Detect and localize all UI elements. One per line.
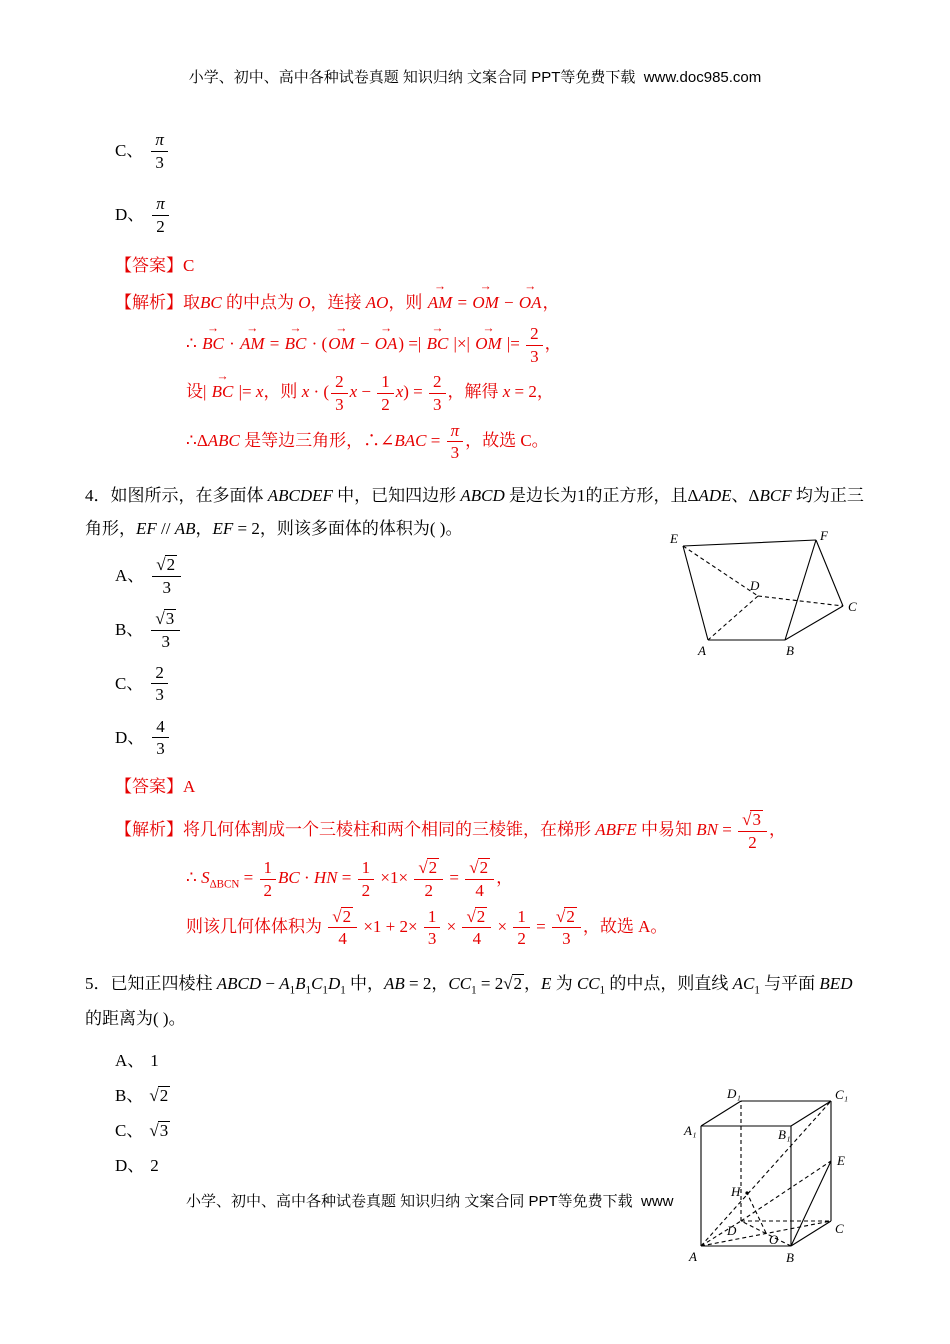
fraction-denominator: 2 — [263, 880, 272, 900]
radical-icon: √ — [418, 858, 428, 878]
radicand: 2 — [342, 906, 352, 926]
vector-arrow-icon: → — [433, 279, 447, 294]
math-vector — [518, 279, 542, 316]
math-variable: x — [349, 382, 358, 402]
option-value: 1 — [150, 1050, 159, 1070]
vector-arrow-icon: → — [216, 368, 229, 383]
vector-arrow-icon: → — [289, 320, 302, 335]
fraction-numerator: 1 — [377, 372, 394, 394]
question-text: 4．如图所示，在多面体 ABCDEF 中，已知四边形 ABCD 是边长为1的正方形，且ΔADE、ΔBCF 均为正三角形，EF // AB，EF = 2，则该多面体的体积为( )。 — [85, 485, 864, 538]
fraction-numerator — [152, 555, 181, 577]
math-variable: x — [502, 382, 511, 402]
radicand: 3 — [752, 810, 761, 830]
vector-arrow-icon: → — [206, 320, 220, 335]
math-variable: AB — [174, 518, 196, 538]
radical-icon: √ — [469, 858, 479, 878]
vector-arrow-icon: → — [482, 320, 495, 335]
option-value — [150, 717, 171, 759]
option-value — [149, 609, 182, 651]
vertex-label-d1: D₁ — [727, 1086, 741, 1101]
fraction-numerator: 1 — [424, 907, 441, 929]
q3-solution-line-4 — [0, 421, 950, 463]
q4-figure — [658, 528, 865, 658]
math-vector — [374, 320, 398, 357]
math-variable: AB — [384, 973, 405, 993]
radicand: 2 — [479, 858, 489, 878]
math-sqrt — [469, 858, 490, 878]
radicand: 2 — [566, 906, 575, 926]
header-text: 小学、初中、高中各种试卷真题 知识归纳 文案合同 PPT等免费下载 www.doc985.com — [188, 69, 762, 86]
option-label: C、 — [115, 141, 144, 161]
math-variable: OM — [475, 334, 502, 354]
math-variable: BN — [696, 820, 719, 840]
q5-figure-edges — [701, 1101, 831, 1246]
radicand: 3 — [159, 1120, 169, 1140]
radical-icon: √ — [555, 906, 566, 926]
math-fraction — [151, 130, 168, 172]
radical-icon: √ — [332, 906, 342, 926]
math-variable: OM — [472, 293, 499, 313]
math-fraction — [429, 372, 446, 414]
vector-arrow-icon: → — [479, 279, 492, 294]
answer-value: C — [183, 256, 195, 275]
fraction-denominator: 2 — [748, 832, 757, 852]
math-subscript: 1 — [289, 984, 296, 997]
math-sqrt — [556, 907, 577, 927]
math-variable: ADE — [698, 485, 732, 505]
fraction-numerator: 2 — [151, 663, 168, 685]
vector-arrow-icon: → — [335, 320, 348, 335]
vector-arrow-icon: → — [379, 320, 393, 335]
fraction-denominator: 3 — [155, 152, 164, 172]
math-vector — [202, 320, 224, 357]
fraction-numerator: 2 — [331, 372, 348, 394]
q5-stem — [0, 967, 950, 1035]
math-fraction — [152, 555, 181, 597]
math-variable: B — [295, 973, 306, 993]
q5-figure — [683, 1086, 878, 1271]
option-value — [149, 663, 170, 705]
math-variable: AM — [239, 334, 265, 354]
math-sqrt — [156, 555, 177, 575]
math-sqrt — [466, 907, 487, 927]
math-sqrt — [149, 1121, 170, 1141]
vertex-label-d: D — [750, 578, 760, 593]
radical-icon: √ — [149, 1085, 159, 1105]
math-variable: EF — [212, 518, 234, 538]
math-variable: HN — [313, 868, 338, 888]
math-fraction — [260, 858, 277, 900]
math-variable: D — [327, 973, 341, 993]
fraction-numerator — [462, 907, 491, 929]
option-value — [149, 1117, 170, 1144]
solid-edges — [683, 540, 843, 640]
math-variable: E — [541, 973, 552, 993]
fraction-denominator: 2 — [156, 216, 165, 236]
math-fraction — [462, 907, 491, 949]
math-sqrt — [418, 858, 439, 878]
math-variable: π — [155, 129, 164, 149]
option-label: D、 — [115, 728, 145, 748]
q4-solution-line-2 — [0, 858, 950, 900]
option-value — [149, 130, 170, 172]
math-variable: BC — [278, 868, 300, 888]
fraction-numerator — [151, 130, 168, 152]
math-variable: BC — [426, 334, 449, 354]
math-variable: ABCD — [216, 973, 262, 993]
math-fraction — [328, 907, 357, 949]
math-variable: C — [311, 973, 323, 993]
math-variable: BCF — [759, 485, 792, 505]
vertex-label-h: H — [731, 1184, 741, 1199]
radical-icon: √ — [503, 973, 513, 993]
answer-value: A — [183, 776, 196, 796]
solution-label: 【解析】 — [115, 293, 183, 313]
fraction-denominator: 3 — [156, 739, 165, 759]
radicand: 2 — [428, 858, 438, 878]
math-subscript: 1 — [322, 984, 328, 997]
dashed-edges — [701, 1101, 831, 1246]
radical-icon: √ — [466, 906, 476, 926]
option-value: 2 — [150, 1155, 159, 1175]
vertex-label-c: C — [848, 599, 857, 614]
vertex-label-f: F — [820, 528, 828, 543]
fraction-denominator: 3 — [562, 929, 571, 949]
q4-answer-line — [0, 773, 950, 800]
fraction-denominator: 4 — [338, 929, 347, 949]
math-vector — [239, 320, 265, 357]
fraction-denominator: 3 — [155, 685, 164, 705]
math-variable: x — [301, 382, 310, 402]
math-subscript: 1 — [599, 984, 606, 997]
vertex-label-e: E — [670, 531, 678, 546]
option-label: C、 — [115, 674, 144, 694]
solution-text: 则该几何体体积为 $\frac{√2}{4}$ ×1 + 2× $\frac{1}{3}$ × $\frac{√2}{4}$ × $\frac{1}{2}$ = $\frac{√2}{3}$ ，故选 A。 — [186, 906, 668, 949]
radicand: 3 — [165, 608, 175, 628]
option-label: A、 — [115, 1050, 145, 1070]
option-value — [150, 555, 183, 597]
option-label: C、 — [115, 1120, 144, 1140]
math-variable: x — [395, 382, 404, 402]
answer-label: 【答案】 — [115, 256, 183, 275]
fraction-denominator: 3 — [450, 443, 460, 463]
math-fraction — [447, 421, 464, 463]
radical-icon: √ — [155, 608, 165, 628]
math-variable: BC — [202, 334, 224, 354]
answer-label: 【答案】 — [115, 776, 183, 796]
fraction-numerator — [738, 810, 767, 832]
math-fraction — [465, 858, 494, 900]
math-vector — [427, 279, 453, 316]
math-vector — [211, 368, 234, 405]
math-fraction — [152, 717, 169, 759]
math-variable: ABFE — [595, 820, 637, 840]
math-variable: ABC — [207, 430, 240, 450]
fraction-denominator: 2 — [361, 880, 371, 900]
fraction-denominator: 2 — [424, 881, 433, 901]
q4-figure-labels — [669, 528, 857, 658]
fraction-numerator — [552, 907, 581, 929]
math-variable: BC — [200, 293, 222, 313]
fraction-denominator: 3 — [427, 929, 437, 949]
question-text: 5．已知正四棱柱 ABCD − $A_1B_1C_1D_1$ 中，AB = 2，$CC_1 = 2√2$ ，E 为 $CC_1$ 的中点，则直线 $AC_1$ 与平面 BED 的距离为( )。 — [85, 973, 853, 1028]
math-fraction — [358, 858, 375, 900]
math-variable: ABCDEF — [267, 485, 333, 505]
math-subscript: 1 — [305, 984, 312, 997]
math-fraction — [738, 810, 767, 852]
fraction-numerator — [152, 194, 169, 216]
math-sqrt — [503, 974, 524, 994]
vertex-label-b: B — [786, 1250, 794, 1265]
math-variable: ABCD — [460, 485, 505, 505]
fraction-numerator: 1 — [513, 907, 530, 929]
math-variable: EF — [136, 518, 157, 538]
math-variable: BC — [284, 334, 307, 354]
radicand: 2 — [159, 1085, 169, 1105]
math-sqrt — [149, 1086, 170, 1106]
q4-solution-intro — [0, 810, 950, 852]
vector-arrow-icon: → — [431, 320, 444, 335]
math-fraction — [152, 194, 169, 236]
fraction-numerator: 4 — [152, 717, 169, 739]
math-variable: OM — [328, 334, 355, 354]
fraction-denominator: 3 — [433, 395, 442, 415]
math-variable: OA — [518, 293, 542, 313]
option-label: B、 — [115, 620, 144, 640]
math-fraction — [552, 907, 581, 949]
math-variable: CC — [448, 973, 472, 993]
footer-text: 小学、初中、高中各种试卷真题 知识归纳 文案合同 PPT等免费下载 www — [186, 1193, 674, 1210]
radical-icon: √ — [742, 810, 752, 830]
solution-text: 将几何体割成一个三棱柱和两个相同的三棱锥，在梯形 ABFE 中易知 BN = $\frac{√3}{2}$ ， — [183, 810, 786, 852]
vertex-label-b1: B₁ — [778, 1127, 791, 1142]
radicand: 2 — [166, 554, 176, 574]
vertex-label-a: A — [689, 1249, 697, 1264]
fraction-denominator: 2 — [517, 929, 526, 949]
math-variable: AM — [427, 293, 453, 313]
math-vector — [475, 320, 502, 357]
math-variable: A — [279, 973, 290, 993]
math-fraction — [377, 372, 394, 414]
solution-text: ∴ΔABC 是等边三角形，∴∠BAC = $\frac{\pi}{3}$ ，故选 C。 — [186, 420, 549, 463]
vertex-label-d: D — [727, 1223, 737, 1238]
fraction-numerator — [465, 858, 494, 880]
radical-icon: √ — [156, 554, 166, 574]
option-label: D、 — [115, 1155, 145, 1175]
option-label: D、 — [115, 205, 145, 225]
math-subscript: 1 — [340, 984, 346, 997]
q4-solution-line-3 — [0, 907, 950, 949]
math-vector — [284, 320, 307, 357]
q3-option-c — [0, 128, 950, 174]
q4-option-c — [0, 661, 950, 707]
math-variable: OA — [374, 334, 398, 354]
math-variable: π — [450, 420, 460, 440]
q5-option-a — [0, 1045, 950, 1076]
q3-solution-intro — [0, 279, 950, 316]
math-fraction — [151, 609, 180, 651]
fraction-numerator: 1 — [358, 858, 375, 880]
radical-icon: √ — [149, 1120, 159, 1140]
math-variable: S — [201, 868, 210, 888]
fraction-numerator — [414, 858, 443, 880]
vector-arrow-icon: → — [246, 320, 259, 335]
fraction-numerator — [151, 609, 180, 631]
q3-solution-line-3 — [0, 368, 950, 415]
fraction-denominator: 2 — [381, 395, 390, 415]
option-label: A、 — [115, 566, 145, 586]
math-variable: AO — [365, 293, 389, 313]
math-variable: π — [156, 193, 165, 213]
math-sqrt — [332, 907, 353, 927]
vertex-label-o: O — [769, 1232, 779, 1247]
math-variable: x — [255, 382, 264, 402]
solution-label: 【解析】 — [115, 820, 183, 840]
point-h-dot — [745, 1191, 748, 1194]
fraction-denominator: 4 — [472, 929, 482, 949]
q3-solution-line-2 — [0, 320, 950, 366]
fraction-denominator: 3 — [530, 346, 539, 366]
vertex-label-a1: A₁ — [684, 1123, 697, 1138]
solution-text: 设| → BC |= x，则 x · ( $\frac{2}{3}$ x − $\frac{1}{2}$ x) = $\frac{2}{3}$ ，解得 x = 2， — [186, 368, 554, 415]
option-value — [150, 194, 171, 236]
math-fraction — [424, 907, 441, 949]
fraction-numerator: 2 — [526, 324, 543, 346]
fraction-denominator: 3 — [161, 631, 171, 651]
vertex-label-e: E — [837, 1153, 845, 1168]
vertex-label-c: C — [835, 1221, 844, 1236]
math-variable: AC — [732, 973, 755, 993]
math-variable: BED — [819, 973, 853, 993]
math-fraction — [414, 858, 443, 900]
dashed-edges — [683, 546, 843, 640]
solution-text: ∴ → BC · → AM = → BC · ( → OM − → OA) =| → BC |×| → OM |= $\frac{2}{3}$ ， — [186, 320, 562, 366]
math-subscript: 1 — [471, 984, 477, 997]
math-variable: BC — [211, 382, 234, 402]
math-fraction — [151, 663, 168, 705]
fraction-denominator: 4 — [475, 881, 484, 901]
math-variable: O — [298, 293, 311, 313]
math-vector — [472, 279, 499, 316]
solution-text: ∴ $S_{\Delta BCN}$ = $\frac{1}{2}$ BC · HN = $\frac{1}{2}$ ×1× $\frac{√2}{2}$ = $\frac{√2}{4}$ ， — [186, 858, 514, 901]
q4-figure-edges — [683, 540, 843, 640]
q3-answer-line — [0, 252, 950, 279]
solution-text: 取BC 的中点为 O，连接 AO，则 → AM = → OM − → OA， — [183, 293, 560, 312]
math-sqrt — [155, 609, 176, 629]
radicand: 2 — [476, 906, 486, 926]
math-variable: CC — [576, 973, 600, 993]
math-vector — [328, 320, 355, 357]
vertex-label-c1: C₁ — [835, 1087, 849, 1102]
fraction-numerator — [328, 907, 357, 929]
vector-arrow-icon: → — [524, 279, 537, 294]
fraction-numerator: 1 — [260, 858, 277, 880]
math-vector — [426, 320, 449, 357]
fraction-numerator: 2 — [429, 372, 446, 394]
vertex-label-b: B — [786, 643, 794, 658]
math-subscript: ΔBCN — [209, 878, 240, 891]
math-fraction — [526, 324, 543, 366]
option-label: B、 — [115, 1085, 144, 1105]
math-fraction — [513, 907, 530, 949]
radicand: 2 — [513, 973, 523, 993]
q4-option-d — [0, 715, 950, 761]
math-subscript: 1 — [754, 984, 760, 997]
fraction-denominator: 3 — [162, 577, 171, 597]
q3-option-d — [0, 192, 950, 238]
vertex-label-a: A — [698, 643, 706, 658]
option-value — [149, 1082, 170, 1109]
fraction-numerator — [447, 421, 464, 443]
math-variable: BAC — [394, 430, 427, 450]
math-sqrt — [742, 810, 763, 830]
math-fraction — [331, 372, 348, 414]
fraction-denominator: 3 — [335, 395, 344, 415]
